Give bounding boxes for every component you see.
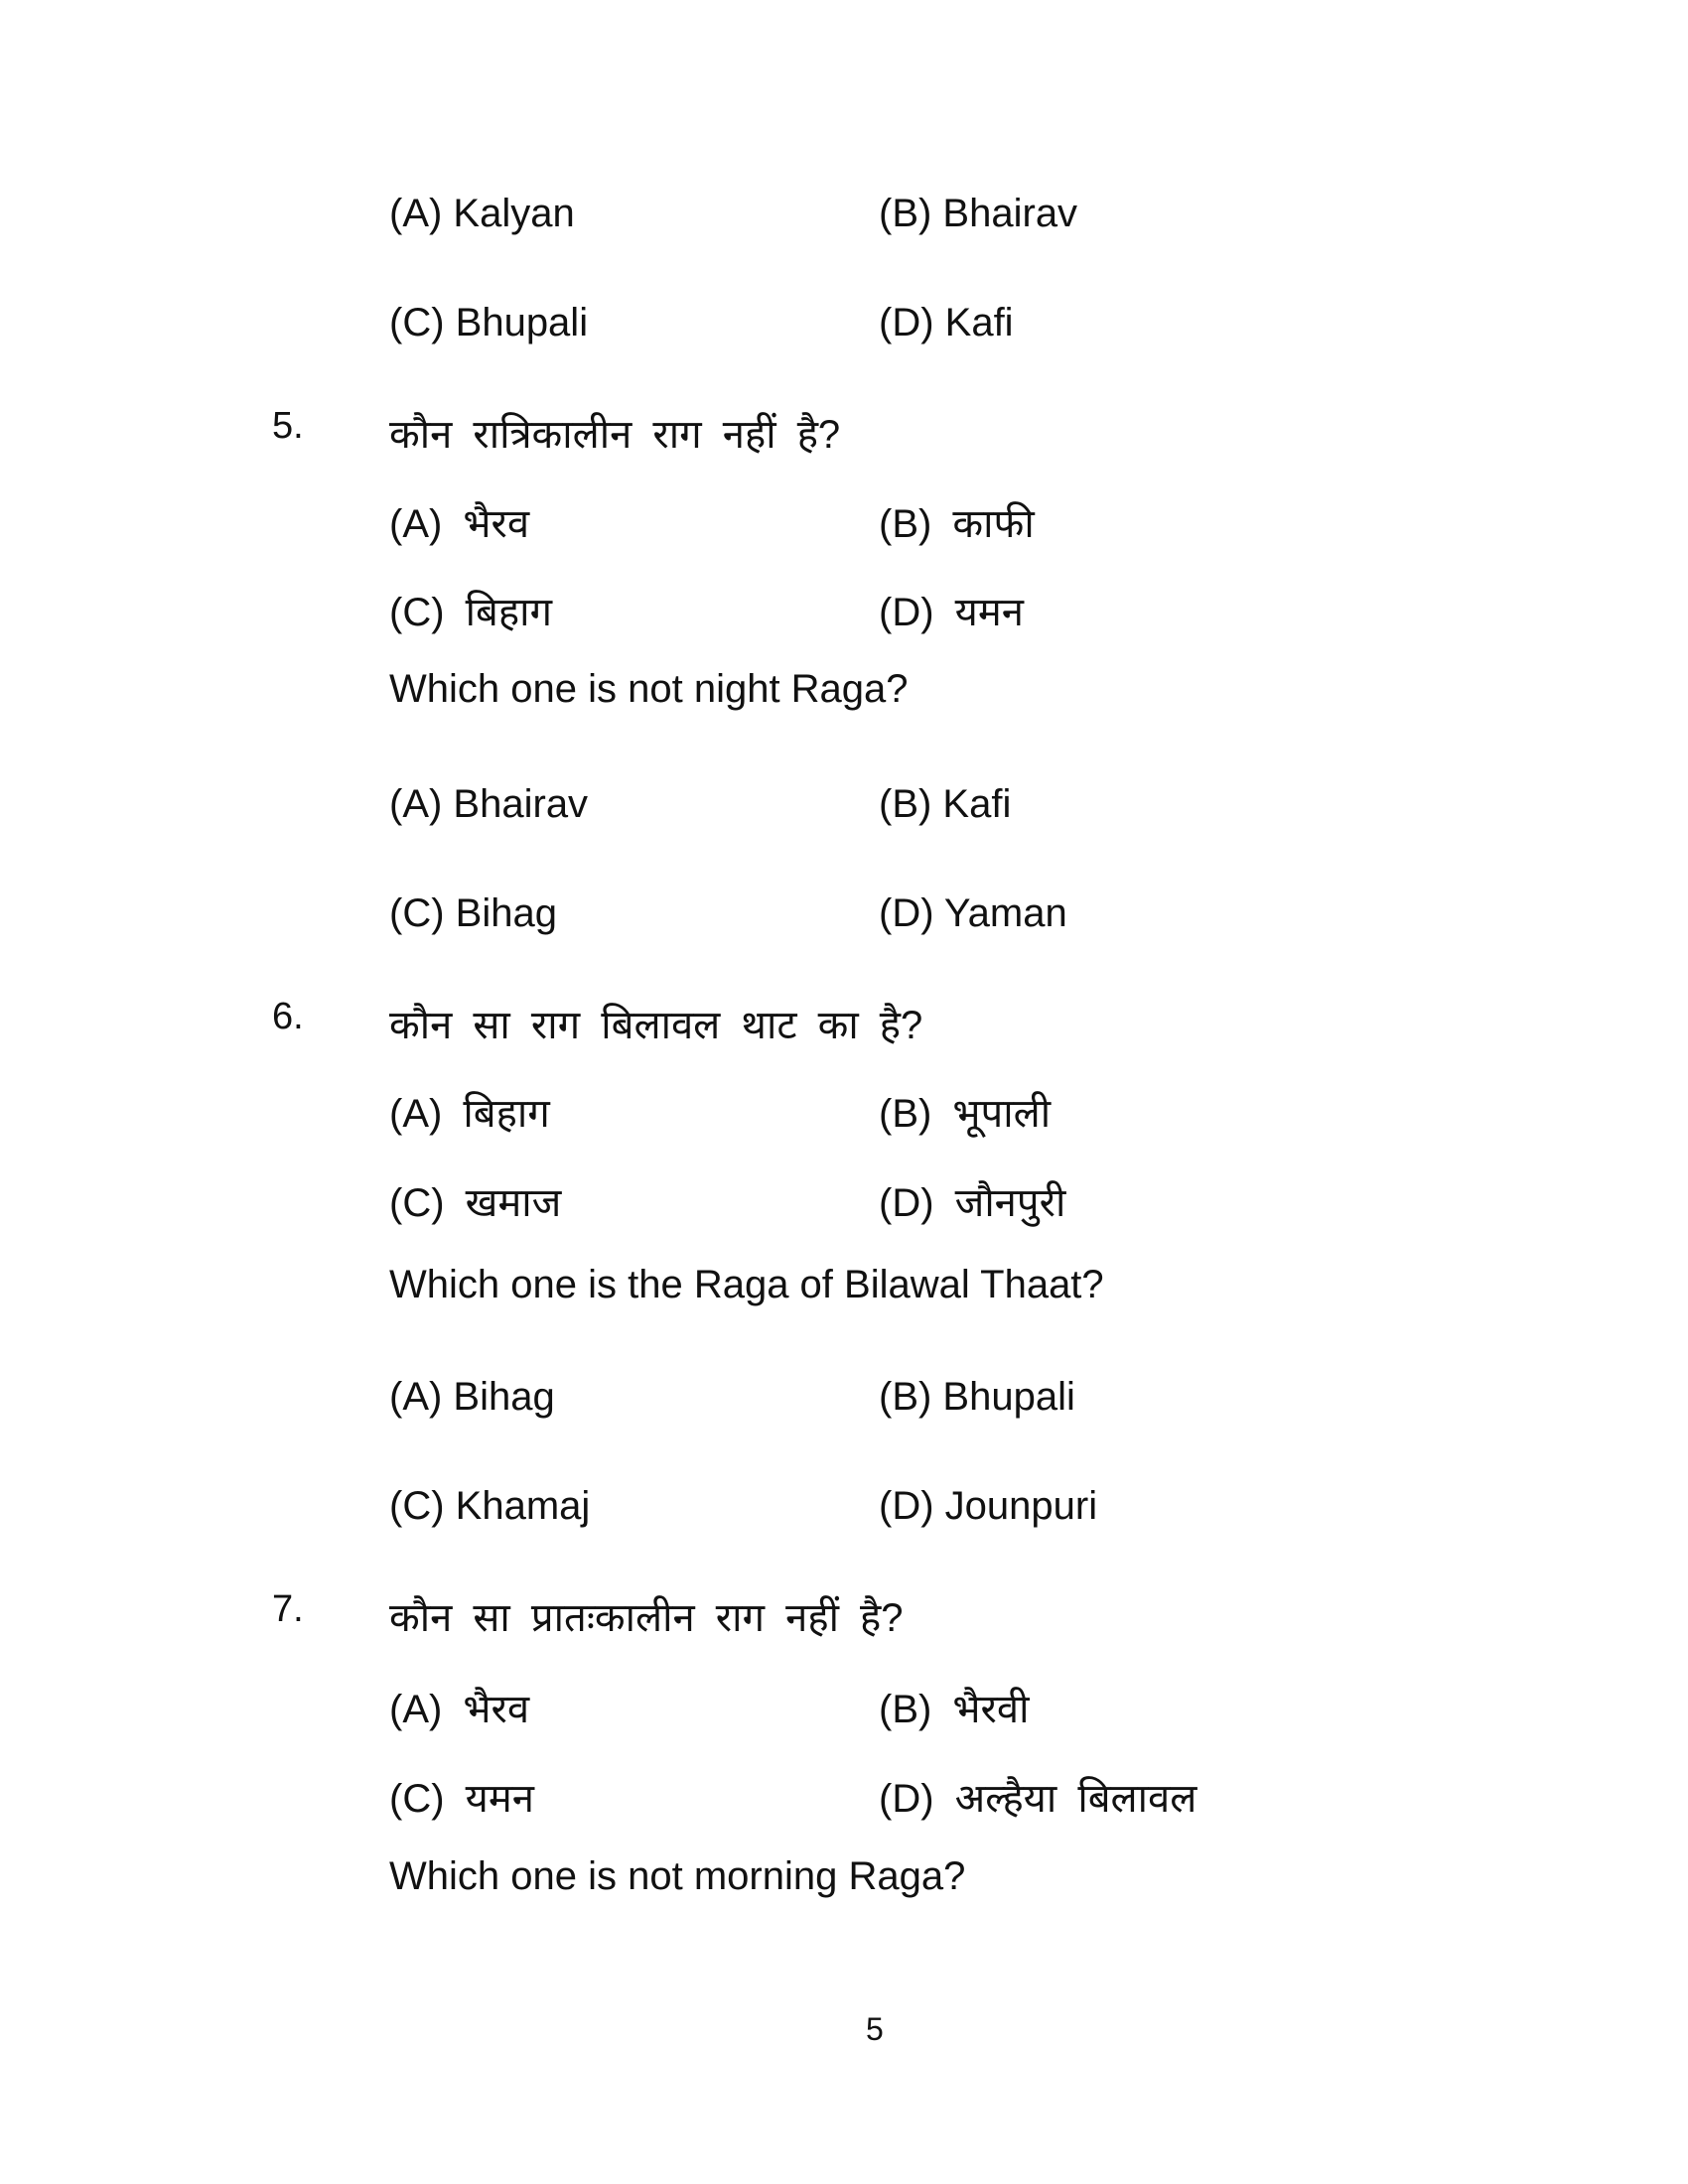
option-label: (B) काफी <box>879 502 1035 546</box>
question-text-hindi: कौन रात्रिकालीन राग नहीं है? <box>389 413 841 457</box>
question-5-hindi-options-row-2 <box>0 583 1688 642</box>
option-label: (C) खमाज <box>389 1181 562 1225</box>
option-label: (A) Kalyan <box>389 192 575 235</box>
question-6-hindi-options-row-1 <box>0 1084 1688 1144</box>
question-6-hindi-heading <box>0 996 1688 1055</box>
option-label: (D) अल्हैया बिलावल <box>879 1777 1197 1821</box>
question-number: 7. <box>272 1588 304 1630</box>
question-7-english-heading <box>0 1854 1688 1914</box>
option-label: (B) Bhupali <box>879 1375 1075 1419</box>
question-7-hindi-options-row-1 <box>0 1680 1688 1739</box>
option-label: (A) Bihag <box>389 1375 555 1419</box>
question-text-english: Which one is the Raga of Bilawal Thaat? <box>389 1263 1104 1306</box>
question-5-english-options-row-1 <box>0 782 1688 842</box>
question-text-hindi: कौन सा राग बिलावल थाट का है? <box>389 1004 923 1047</box>
question-7-hindi-heading <box>0 1588 1688 1648</box>
option-label: (D) Yaman <box>879 891 1067 935</box>
question-text-english: Which one is not morning Raga? <box>389 1854 966 1898</box>
option-label: (D) Jounpuri <box>879 1484 1098 1528</box>
question-text-english: Which one is not night Raga? <box>389 667 909 711</box>
option-label: (B) भैरवी <box>879 1688 1030 1731</box>
continued-options-row-2 <box>0 301 1688 360</box>
option-label: (C) बिहाग <box>389 591 552 634</box>
question-5-hindi-options-row-1 <box>0 494 1688 554</box>
page-number: 5 <box>866 2011 884 2047</box>
option-label: (D) Kafi <box>879 301 1014 344</box>
option-label: (A) बिहाग <box>389 1092 550 1136</box>
option-label: (A) भैरव <box>389 1688 530 1731</box>
option-label: (A) भैरव <box>389 502 530 546</box>
question-7-hindi-options-row-2 <box>0 1769 1688 1829</box>
question-text-hindi: कौन सा प्रातःकालीन राग नहीं है? <box>389 1596 904 1640</box>
question-6-english-heading <box>0 1263 1688 1322</box>
question-6-hindi-options-row-2 <box>0 1173 1688 1233</box>
option-label: (C) Bhupali <box>389 301 589 344</box>
option-label: (B) Bhairav <box>879 192 1078 235</box>
question-number: 5. <box>272 405 304 447</box>
question-6-english-options-row-1 <box>0 1375 1688 1434</box>
option-label: (D) जौनपुरी <box>879 1181 1066 1225</box>
question-6-english-options-row-2 <box>0 1484 1688 1544</box>
option-label: (B) Kafi <box>879 782 1012 826</box>
option-label: (D) यमन <box>879 591 1024 634</box>
option-label: (C) Khamaj <box>389 1484 591 1528</box>
question-number: 6. <box>272 996 304 1037</box>
option-label: (B) भूपाली <box>879 1092 1052 1136</box>
continued-options-row-1 <box>0 192 1688 251</box>
question-5-hindi-heading <box>0 405 1688 465</box>
question-5-english-heading <box>0 667 1688 727</box>
option-label: (A) Bhairav <box>389 782 589 826</box>
option-label: (C) यमन <box>389 1777 534 1821</box>
option-label: (C) Bihag <box>389 891 557 935</box>
question-5-english-options-row-2 <box>0 891 1688 951</box>
